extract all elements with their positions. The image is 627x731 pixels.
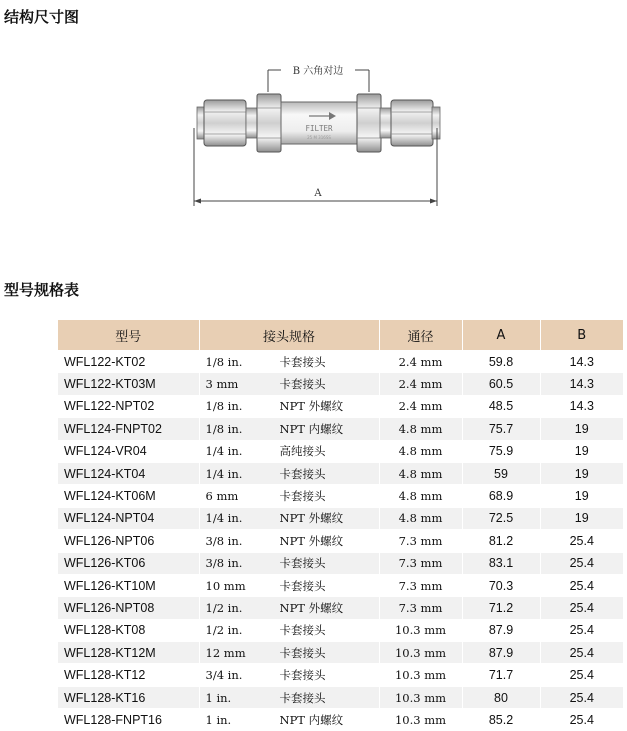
cell-model: WFL126-KT10M: [58, 574, 199, 596]
cell-type: NPT 外螺纹: [279, 511, 344, 526]
cell-a: 80: [462, 686, 540, 708]
cell-connection: [199, 507, 379, 529]
cell-bore: 10.3 mm: [379, 664, 462, 686]
cell-type: 卡套接头: [279, 623, 326, 638]
cell-connection: [199, 574, 379, 596]
cell-bore: 7.3 mm: [379, 574, 462, 596]
cell-bore: 2.4 mm: [379, 373, 462, 395]
cell-connection: [199, 642, 379, 664]
cell-type: 卡套接头: [279, 489, 326, 504]
cell-a: 68.9: [462, 485, 540, 507]
header-connection: 接头规格: [199, 320, 379, 351]
cell-b: 25.4: [540, 619, 623, 641]
header-b: B: [540, 320, 623, 351]
cell-size: 6 mm: [205, 489, 239, 504]
cell-a: 48.5: [462, 395, 540, 417]
structure-heading: 结构尺寸图: [4, 8, 80, 26]
cell-bore: 4.8 mm: [379, 462, 462, 484]
cell-bore: 2.4 mm: [379, 351, 462, 373]
table-row: [58, 574, 623, 596]
table-row: [58, 664, 623, 686]
cell-type: NPT 内螺纹: [279, 712, 344, 727]
cell-a: 75.7: [462, 418, 540, 440]
cell-model: WFL124-NPT04: [58, 507, 199, 529]
cell-a: 60.5: [462, 373, 540, 395]
cell-connection: [199, 351, 379, 373]
filter-drawing: [185, 58, 443, 208]
cell-connection: [199, 709, 379, 731]
cell-type: 卡套接头: [279, 377, 326, 392]
cell-bore: 4.8 mm: [379, 485, 462, 507]
cell-model: WFL124-VR04: [58, 440, 199, 462]
table-header-row: [58, 320, 623, 351]
table-row: [58, 395, 623, 417]
cell-bore: 4.8 mm: [379, 418, 462, 440]
cell-size: 10 mm: [205, 578, 246, 593]
cell-size: 1/8 in.: [205, 354, 243, 369]
cell-connection: [199, 440, 379, 462]
cell-type: 卡套接头: [279, 578, 326, 593]
cell-a: 59: [462, 462, 540, 484]
table-row: [58, 462, 623, 484]
cell-a: 70.3: [462, 574, 540, 596]
cell-a: 75.9: [462, 440, 540, 462]
cell-connection: [199, 462, 379, 484]
cell-b: 19: [540, 462, 623, 484]
cell-type: NPT 外螺纹: [279, 399, 344, 414]
table-row: [58, 619, 623, 641]
cell-model: WFL128-FNPT16: [58, 709, 199, 731]
table-row: [58, 485, 623, 507]
table-row: [58, 507, 623, 529]
cell-model: WFL124-FNPT02: [58, 418, 199, 440]
table-row: [58, 709, 623, 731]
table-row: [58, 418, 623, 440]
cell-size: 3/8 in.: [205, 533, 243, 548]
cell-connection: [199, 530, 379, 552]
table-row: [58, 351, 623, 373]
cell-a: 59.8: [462, 351, 540, 373]
label-a: A: [314, 188, 322, 199]
table-row: [58, 440, 623, 462]
cell-type: 卡套接头: [279, 645, 326, 660]
header-bore: 通径: [379, 320, 462, 351]
cell-b: 25.4: [540, 597, 623, 619]
cell-b: 25.4: [540, 686, 623, 708]
cell-size: 3/4 in.: [205, 668, 243, 683]
cell-type: 卡套接头: [279, 690, 326, 705]
cell-size: 1/8 in.: [205, 399, 243, 414]
cell-bore: 4.8 mm: [379, 440, 462, 462]
cell-bore: 2.4 mm: [379, 395, 462, 417]
cell-connection: [199, 418, 379, 440]
cell-model: WFL128-KT12M: [58, 642, 199, 664]
cell-model: WFL126-NPT06: [58, 530, 199, 552]
cell-type: 高纯接头: [279, 444, 326, 459]
cell-type: NPT 外螺纹: [279, 533, 344, 548]
cell-size: 1/4 in.: [205, 511, 243, 526]
cell-size: 1 in.: [205, 712, 232, 727]
cell-connection: [199, 686, 379, 708]
cell-connection: [199, 395, 379, 417]
cell-size: 12 mm: [205, 645, 246, 660]
cell-b: 14.3: [540, 373, 623, 395]
label-b: B 六角对边: [292, 66, 344, 77]
cell-size: 3 mm: [205, 377, 239, 392]
cell-a: 83.1: [462, 552, 540, 574]
cell-bore: 7.3 mm: [379, 552, 462, 574]
cell-a: 81.2: [462, 530, 540, 552]
cell-model: WFL128-KT16: [58, 686, 199, 708]
cell-model: WFL128-KT12: [58, 664, 199, 686]
cell-model: WFL126-KT06: [58, 552, 199, 574]
dimension-b: [268, 64, 369, 92]
cell-b: 25.4: [540, 642, 623, 664]
cell-a: 87.9: [462, 619, 540, 641]
cell-b: 14.3: [540, 395, 623, 417]
cell-size: 1/2 in.: [205, 623, 243, 638]
cell-b: 19: [540, 485, 623, 507]
cell-b: 25.4: [540, 530, 623, 552]
table-row: [58, 642, 623, 664]
cell-type: 卡套接头: [279, 556, 326, 571]
cell-size: 1 in.: [205, 690, 232, 705]
cell-connection: [199, 373, 379, 395]
cell-connection: [199, 597, 379, 619]
cell-type: NPT 外螺纹: [279, 600, 344, 615]
cell-a: 71.2: [462, 597, 540, 619]
cell-b: 19: [540, 418, 623, 440]
cell-b: 19: [540, 440, 623, 462]
body-small-label: 25 M 316SS: [307, 135, 331, 140]
cell-connection: [199, 664, 379, 686]
cell-type: 卡套接头: [279, 466, 326, 481]
cell-model: WFL124-KT04: [58, 462, 199, 484]
cell-connection: [199, 485, 379, 507]
cell-model: WFL122-NPT02: [58, 395, 199, 417]
cell-bore: 10.3 mm: [379, 686, 462, 708]
cell-b: 25.4: [540, 552, 623, 574]
cell-bore: 4.8 mm: [379, 507, 462, 529]
table-row: [58, 686, 623, 708]
header-model: 型号: [58, 320, 199, 351]
cell-a: 85.2: [462, 709, 540, 731]
spec-table: [58, 320, 623, 731]
spec-table-heading: 型号规格表: [4, 281, 80, 299]
cell-bore: 7.3 mm: [379, 530, 462, 552]
table-row: [58, 530, 623, 552]
cell-model: WFL128-KT08: [58, 619, 199, 641]
cell-connection: [199, 552, 379, 574]
cell-size: 1/4 in.: [205, 444, 243, 459]
cell-b: 25.4: [540, 664, 623, 686]
table-row: [58, 597, 623, 619]
table-row: [58, 552, 623, 574]
cell-size: 1/4 in.: [205, 466, 243, 481]
body-label: FILTER: [305, 124, 333, 133]
table-row: [58, 373, 623, 395]
cell-type: NPT 内螺纹: [279, 421, 344, 436]
cell-bore: 10.3 mm: [379, 709, 462, 731]
cell-b: 19: [540, 507, 623, 529]
cell-size: 3/8 in.: [205, 556, 243, 571]
cell-a: 72.5: [462, 507, 540, 529]
cell-type: 卡套接头: [279, 668, 326, 683]
cell-b: 25.4: [540, 709, 623, 731]
cell-size: 1/2 in.: [205, 600, 243, 615]
cell-bore: 7.3 mm: [379, 597, 462, 619]
cell-b: 25.4: [540, 574, 623, 596]
cell-bore: 10.3 mm: [379, 619, 462, 641]
cell-size: 1/8 in.: [205, 421, 243, 436]
cell-model: WFL124-KT06M: [58, 485, 199, 507]
cell-bore: 10.3 mm: [379, 642, 462, 664]
cell-model: WFL122-KT02: [58, 351, 199, 373]
cell-a: 87.9: [462, 642, 540, 664]
cell-model: WFL126-NPT08: [58, 597, 199, 619]
cell-model: WFL122-KT03M: [58, 373, 199, 395]
header-a: A: [462, 320, 540, 351]
cell-type: 卡套接头: [279, 354, 326, 369]
cell-a: 71.7: [462, 664, 540, 686]
cell-b: 14.3: [540, 351, 623, 373]
cell-connection: [199, 619, 379, 641]
